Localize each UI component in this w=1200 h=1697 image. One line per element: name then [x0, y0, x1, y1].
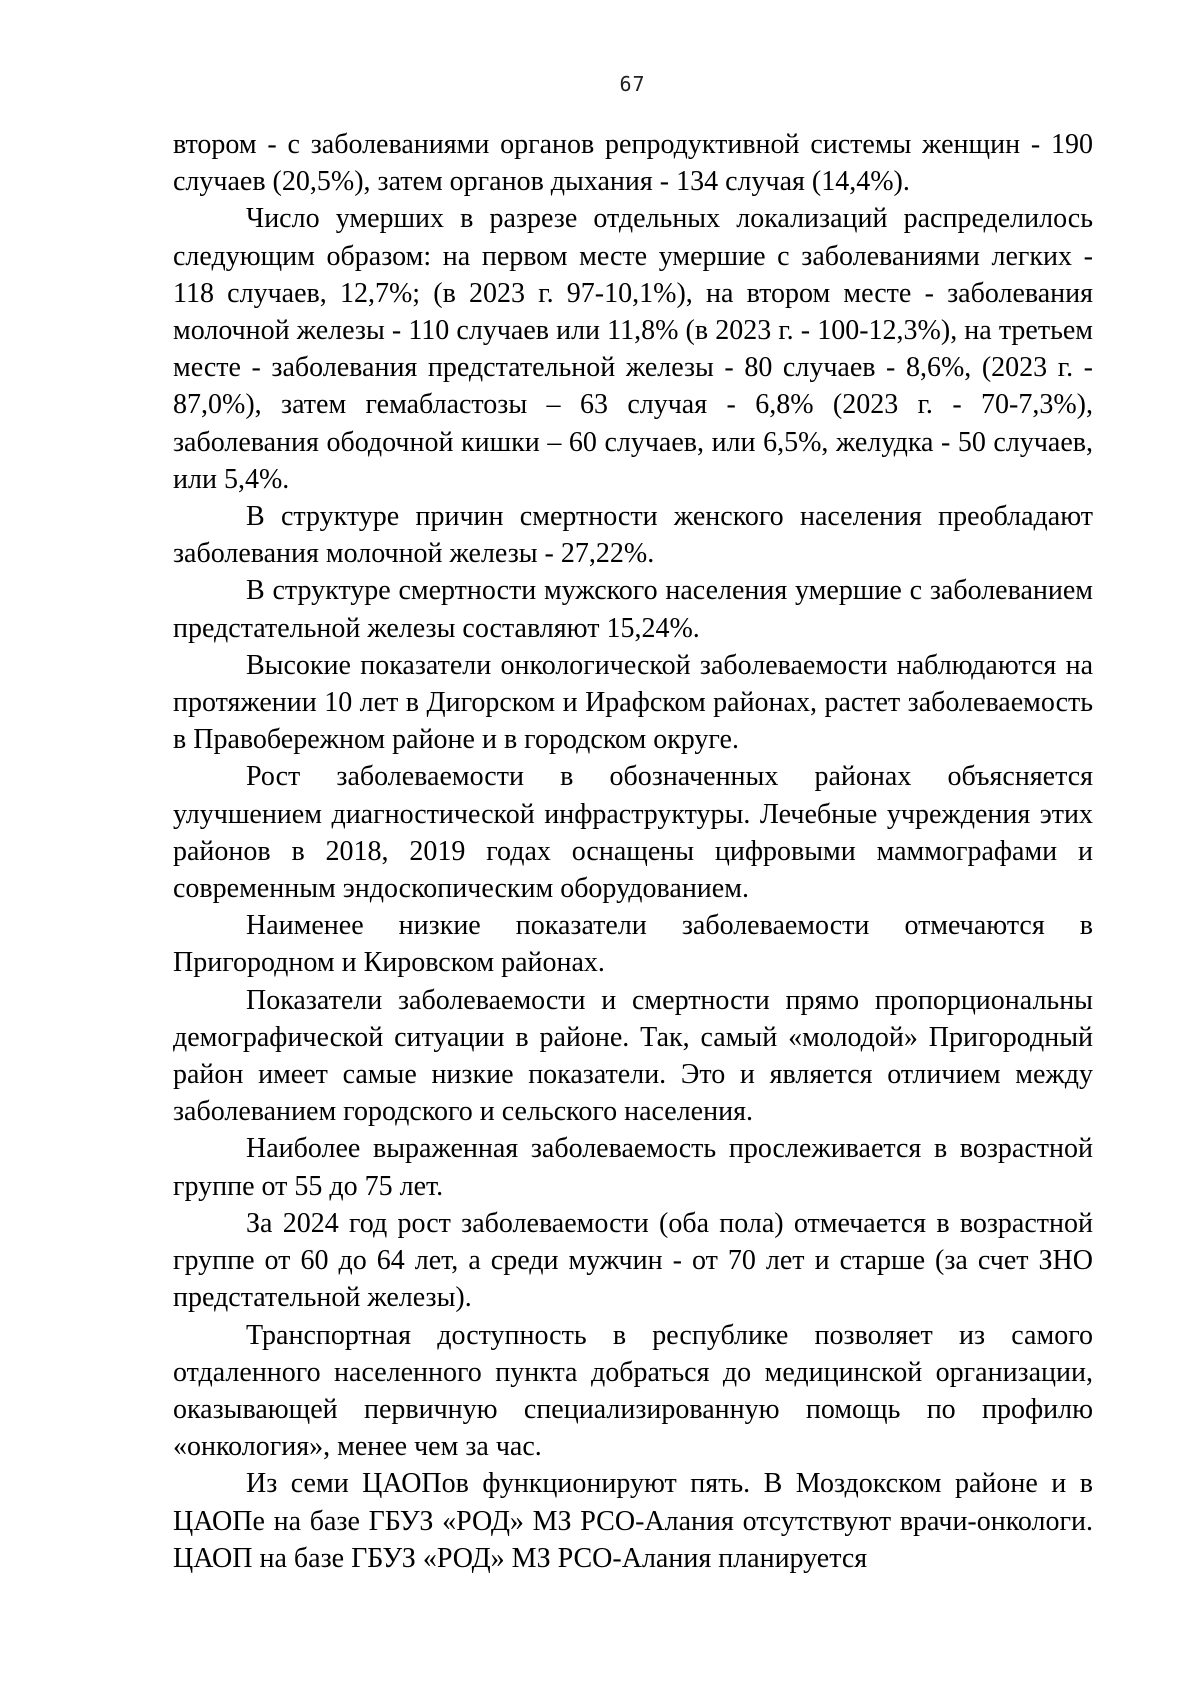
- paragraph-continuation: втором - с заболеваниями органов репродуктивной системы женщин - 190 случаев (20,5%), затем органов дыхания - 134 случая (14,4%).: [173, 129, 1093, 198]
- paragraph-demographics: Показатели заболеваемости и смертности прямо пропорциональны демографической ситуации в районе. Так, самый «молодой» Пригородный район имеет самые низкие показатели. Это и является отличием между заболеванием городского и сельского населения.: [173, 984, 1093, 1128]
- page-number: 67: [619, 72, 646, 96]
- document-body: [173, 126, 1093, 1577]
- paragraph-transport-access: Транспортная доступность в республике позволяет из самого отдаленного населенного пункта добраться до медицинской организации, оказывающей первичную специализированную помощь по профилю «онкология», менее чем за час.: [173, 1319, 1093, 1463]
- paragraph-mortality-by-localization: Число умерших в разрезе отдельных локализаций распределилось следующим образом: на первом месте умершие с заболеваниями легких - 118 случаев, 12,7%; (в 2023 г. 97-10,1%), на втором месте - заболевания молочной железы - 110 случаев или 11,8% (в 2023 г. - 100-12,3%), на третьем месте - заболевания предстательной железы - 80 случаев - 8,6%, (2023 г. - 87,0%), затем гемабластозы – 63 случая - 6,8% (2023 г. - 70-7,3%), заболевания ободочной кишки – 60 случаев, или 6,5%, желудка - 50 случаев, или 5,4%.: [173, 203, 1093, 495]
- paragraph-age-group: Наиболее выраженная заболеваемость прослеживается в возрастной группе от 55 до 75 лет.: [173, 1133, 1093, 1202]
- paragraph-caop: Из семи ЦАОПов функционируют пять. В Моздокском районе и в ЦАОПе на базе ГБУЗ «РОД» МЗ РСО-Алания отсутствуют врачи-онкологи. ЦАОП на базе ГБУЗ «РОД» МЗ РСО-Алания планируется: [173, 1468, 1093, 1574]
- paragraph-high-incidence-districts: Высокие показатели онкологической заболеваемости наблюдаются на протяжении 10 лет в Дигорском и Ирафском районах, растет заболеваемость в Правобережном районе и в городском округе.: [173, 649, 1093, 756]
- paragraph-2024-growth: За 2024 год рост заболеваемости (оба пола) отмечается в возрастной группе от 60 до 64 лет, а среди мужчин - от 70 лет и старше (за счет ЗНО предстательной железы).: [173, 1207, 1093, 1314]
- paragraph-incidence-growth-reason: Рост заболеваемости в обозначенных районах объясняется улучшением диагностической инфраструктуры. Лечебные учреждения этих районов в 2018, 2019 годах оснащены цифровыми маммографами и современным эндоскопическим оборудованием.: [173, 761, 1093, 905]
- paragraph-male-mortality: В структуре смертности мужского населения умершие с заболеванием предстательной железы составляют 15,24%.: [173, 575, 1093, 644]
- paragraph-low-incidence-districts: Наименее низкие показатели заболеваемости отмечаются в Пригородном и Кировском районах.: [173, 910, 1093, 979]
- paragraph-female-mortality: В структуре причин смертности женского населения преобладают заболевания молочной железы - 27,22%.: [173, 501, 1093, 570]
